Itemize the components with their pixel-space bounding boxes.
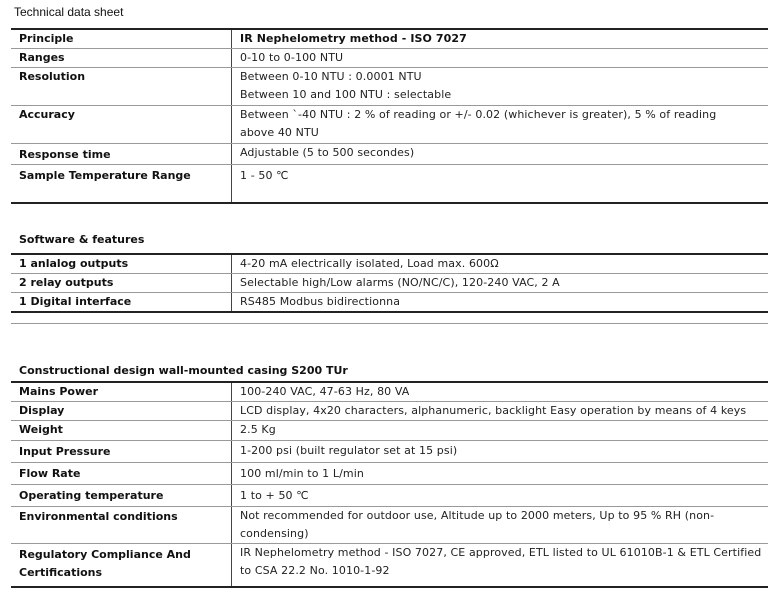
row-label-line: Certifications: [19, 566, 103, 579]
row-label: Operating temperature: [11, 485, 232, 507]
row-label: Response time: [11, 144, 232, 165]
row-label: Mains Power: [11, 382, 232, 402]
row-label: Weight: [11, 421, 232, 441]
row-value: Adjustable (5 to 500 secondes): [232, 144, 769, 165]
table-row: [11, 68, 768, 106]
row-label: Resolution: [11, 68, 232, 106]
table-row: [11, 29, 768, 49]
table-row: [11, 463, 768, 485]
row-value: Selectable high/Low alarms (NO/NC/C), 120-240 VAC, 2 A: [232, 274, 769, 293]
row-value-line: Not recommended for outdoor use, Altitude up to 2000 meters, Up to 95 % RH (non-: [240, 509, 715, 522]
table-row: [11, 293, 768, 313]
table-row: [11, 544, 768, 587]
row-label: [11, 544, 232, 587]
row-value: 2.5 Kg: [232, 421, 769, 441]
row-value: [232, 106, 769, 144]
table-row: [11, 274, 768, 293]
row-value: 1-200 psi (built regulator set at 15 psi): [232, 441, 769, 463]
row-value-line: Between 0-10 NTU : 0.0001 NTU: [240, 70, 422, 83]
row-label: Accuracy: [11, 106, 232, 144]
row-label: Environmental conditions: [11, 507, 232, 544]
row-value: 4-20 mA electrically isolated, Load max. 600Ω: [232, 254, 769, 274]
section-heading: Constructional design wall-mounted casing S200 TUr: [19, 364, 348, 377]
row-value-line: Between `-40 NTU : 2 % of reading or +/- 0.02 (whichever is greater), 5 % of reading: [240, 108, 717, 121]
table-row: [11, 144, 768, 165]
row-label: Display: [11, 402, 232, 421]
row-value: 0-10 to 0-100 NTU: [232, 49, 769, 68]
row-value-line: above 40 NTU: [240, 126, 319, 139]
row-label: Sample Temperature Range: [11, 165, 232, 203]
row-value-line: IR Nephelometry method - ISO 7027, CE approved, ETL listed to UL 61010B-1 & ETL Certified: [240, 546, 762, 559]
row-label: Ranges: [11, 49, 232, 68]
row-label-line: Regulatory Compliance And: [19, 548, 191, 561]
divider: [11, 323, 768, 324]
software-features-table: [11, 253, 768, 313]
row-value-line: to CSA 22.2 No. 1010-1-92: [240, 564, 390, 577]
page-title: Technical data sheet: [14, 5, 124, 19]
row-label: Principle: [11, 29, 232, 49]
row-value-line: condensing): [240, 527, 309, 540]
row-value: 100-240 VAC, 47-63 Hz, 80 VA: [232, 382, 769, 402]
table-row: [11, 165, 768, 203]
table-row: [11, 507, 768, 544]
construction-design-table: [11, 381, 768, 588]
row-label: 1 Digital interface: [11, 293, 232, 313]
table-row: [11, 441, 768, 463]
row-label: Input Pressure: [11, 441, 232, 463]
row-label: 1 anlalog outputs: [11, 254, 232, 274]
row-value: [232, 507, 769, 544]
row-value: [232, 544, 769, 587]
row-value: [232, 68, 769, 106]
table-row: [11, 254, 768, 274]
row-value-line: Between 10 and 100 NTU : selectable: [240, 88, 452, 101]
row-value: 1 - 50 ℃: [232, 165, 769, 203]
table-row: [11, 382, 768, 402]
table-row: [11, 402, 768, 421]
table-row: [11, 49, 768, 68]
row-label: 2 relay outputs: [11, 274, 232, 293]
table-row: [11, 485, 768, 507]
section-heading: Software & features: [19, 233, 145, 246]
table-row: [11, 106, 768, 144]
row-value: IR Nephelometry method - ISO 7027: [232, 29, 769, 49]
row-value: LCD display, 4x20 characters, alphanumeric, backlight Easy operation by means of 4 keys: [232, 402, 769, 421]
table-row: [11, 421, 768, 441]
principle-table: [11, 28, 768, 204]
row-value: RS485 Modbus bidirectionna: [232, 293, 769, 313]
row-label: Flow Rate: [11, 463, 232, 485]
row-value: 100 ml/min to 1 L/min: [232, 463, 769, 485]
row-value: 1 to + 50 ℃: [232, 485, 769, 507]
